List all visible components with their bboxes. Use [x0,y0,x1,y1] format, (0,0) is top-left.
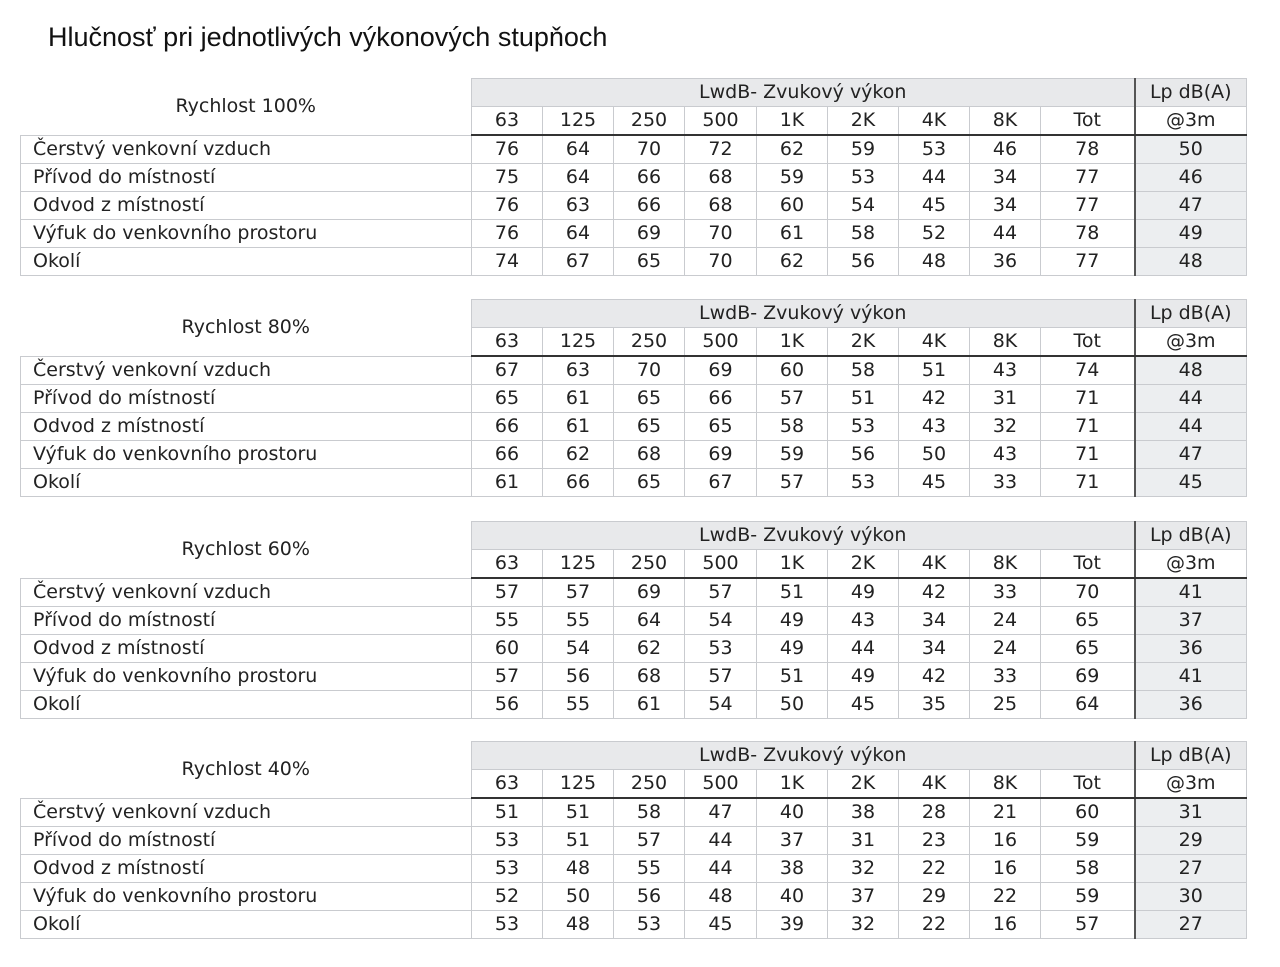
sound-power-value: 76 [472,192,543,220]
sound-power-value: 77 [1041,164,1135,192]
sound-power-value: 57 [685,663,757,691]
sound-power-value: 45 [685,911,757,939]
sound-power-value: 65 [472,385,543,413]
sound-power-value: 31 [970,385,1041,413]
sound-power-value: 42 [899,663,970,691]
noise-table [20,521,1247,719]
sound-power-value: 31 [828,827,899,855]
sound-power-value: 51 [543,798,614,827]
sound-power-value: 39 [757,911,828,939]
sound-power-value: 64 [614,607,685,635]
frequency-header: 1K [757,550,828,579]
sound-power-value: 56 [828,441,899,469]
sound-power-value: 48 [899,248,970,276]
sound-power-value: 38 [828,798,899,827]
table-row [21,413,1247,441]
sound-power-value: 34 [899,635,970,663]
sound-power-value: 65 [1041,607,1135,635]
sound-pressure-value: 29 [1135,827,1247,855]
sound-power-value: 40 [757,798,828,827]
row-label: Odvod z místností [21,192,472,220]
row-label: Výfuk do venkovního prostoru [21,663,472,691]
sound-power-header: LwdB- Zvukový výkon [472,522,1135,550]
sound-power-value: 57 [757,469,828,497]
frequency-header: 63 [472,550,543,579]
sound-power-value: 55 [472,607,543,635]
frequency-header: 500 [685,107,757,136]
speed-label: Rychlost 60% [21,522,472,579]
sound-power-value: 59 [828,135,899,164]
sound-power-value: 49 [757,607,828,635]
frequency-header: 250 [614,770,685,799]
sound-power-value: 54 [685,691,757,719]
frequency-header: Tot [1041,550,1135,579]
sound-power-value: 75 [472,164,543,192]
sound-power-value: 50 [543,883,614,911]
frequency-header: Tot [1041,328,1135,357]
sound-power-value: 63 [543,356,614,385]
sound-power-value: 23 [899,827,970,855]
sound-power-value: 32 [828,855,899,883]
row-label: Přívod do místností [21,607,472,635]
sound-power-value: 60 [757,356,828,385]
row-label: Přívod do místností [21,385,472,413]
row-label: Čerstvý venkovní vzduch [21,798,472,827]
sound-power-value: 65 [614,385,685,413]
table-row [21,441,1247,469]
sound-power-value: 42 [899,385,970,413]
sound-power-value: 44 [970,220,1041,248]
speed-label: Rychlost 100% [21,79,472,136]
sound-power-value: 60 [1041,798,1135,827]
sound-power-value: 66 [685,385,757,413]
sound-power-value: 49 [828,578,899,607]
sound-power-value: 65 [614,413,685,441]
sound-power-header: LwdB- Zvukový výkon [472,300,1135,328]
sound-power-value: 60 [472,635,543,663]
sound-power-value: 68 [614,663,685,691]
frequency-header: 4K [899,328,970,357]
sound-power-value: 53 [828,469,899,497]
sound-power-value: 55 [543,691,614,719]
sound-power-value: 43 [970,356,1041,385]
sound-pressure-value: 49 [1135,220,1247,248]
sound-power-value: 53 [472,911,543,939]
sound-power-value: 61 [472,469,543,497]
row-label: Čerstvý venkovní vzduch [21,135,472,164]
table-row [21,135,1247,164]
sound-power-value: 56 [543,663,614,691]
sound-power-value: 44 [899,164,970,192]
sound-power-value: 54 [543,635,614,663]
sound-power-value: 68 [685,192,757,220]
sound-power-value: 24 [970,635,1041,663]
table-row [21,827,1247,855]
sound-power-value: 51 [757,578,828,607]
sound-power-value: 66 [614,192,685,220]
sound-power-value: 54 [685,607,757,635]
sound-power-value: 64 [543,135,614,164]
frequency-header: 4K [899,107,970,136]
sound-power-value: 71 [1041,441,1135,469]
sound-power-value: 32 [970,413,1041,441]
sound-power-value: 57 [472,663,543,691]
table-row [21,469,1247,497]
distance-header: @3m [1135,550,1247,579]
sound-power-value: 48 [685,883,757,911]
frequency-header: 4K [899,770,970,799]
sound-power-value: 66 [472,441,543,469]
frequency-header: 1K [757,770,828,799]
frequency-header: 2K [828,770,899,799]
sound-power-value: 58 [757,413,828,441]
noise-table [20,299,1247,497]
frequency-header: 125 [543,328,614,357]
sound-power-value: 58 [828,356,899,385]
sound-pressure-value: 46 [1135,164,1247,192]
sound-power-value: 69 [685,441,757,469]
sound-power-value: 62 [757,248,828,276]
sound-power-header: LwdB- Zvukový výkon [472,79,1135,107]
sound-power-value: 59 [757,164,828,192]
sound-power-value: 16 [970,855,1041,883]
table-row [21,883,1247,911]
sound-power-value: 56 [828,248,899,276]
sound-power-value: 59 [757,441,828,469]
sound-power-value: 70 [685,220,757,248]
sound-power-value: 71 [1041,413,1135,441]
table-row [21,911,1247,939]
sound-power-value: 25 [970,691,1041,719]
sound-power-value: 78 [1041,135,1135,164]
frequency-header: 125 [543,550,614,579]
sound-power-value: 53 [899,135,970,164]
sound-pressure-value: 36 [1135,691,1247,719]
frequency-header: 8K [970,107,1041,136]
sound-power-value: 33 [970,469,1041,497]
table-row [21,855,1247,883]
row-label: Přívod do místností [21,164,472,192]
row-label: Přívod do místností [21,827,472,855]
row-label: Výfuk do venkovního prostoru [21,441,472,469]
sound-pressure-value: 41 [1135,663,1247,691]
sound-power-value: 74 [1041,356,1135,385]
sound-power-value: 51 [543,827,614,855]
sound-power-value: 71 [1041,385,1135,413]
sound-power-value: 43 [899,413,970,441]
sound-power-value: 55 [614,855,685,883]
frequency-header: 2K [828,107,899,136]
frequency-header: 63 [472,770,543,799]
sound-pressure-value: 47 [1135,441,1247,469]
sound-power-value: 51 [472,798,543,827]
sound-power-value: 44 [828,635,899,663]
sound-power-value: 53 [614,911,685,939]
sound-power-value: 70 [614,135,685,164]
sound-power-value: 64 [543,164,614,192]
distance-header: @3m [1135,328,1247,357]
table-row [21,663,1247,691]
sound-power-value: 34 [899,607,970,635]
sound-power-value: 56 [614,883,685,911]
row-label: Odvod z místností [21,413,472,441]
sound-power-value: 48 [543,855,614,883]
page-title: Hlučnosť pri jednotlivých výkonových stupňoch [48,22,608,52]
sound-power-value: 37 [757,827,828,855]
sound-power-value: 68 [614,441,685,469]
frequency-header: 1K [757,328,828,357]
frequency-header: 125 [543,770,614,799]
sound-power-value: 59 [1041,883,1135,911]
sound-power-value: 38 [757,855,828,883]
sound-power-value: 33 [970,578,1041,607]
row-label: Okolí [21,691,472,719]
speed-label: Rychlost 40% [21,742,472,799]
sound-power-value: 67 [472,356,543,385]
sound-power-value: 57 [1041,911,1135,939]
sound-power-value: 29 [899,883,970,911]
frequency-header: 250 [614,107,685,136]
sound-pressure-value: 45 [1135,469,1247,497]
sound-power-value: 62 [543,441,614,469]
frequency-header: 2K [828,328,899,357]
frequency-header: 250 [614,328,685,357]
sound-power-value: 56 [472,691,543,719]
sound-power-value: 70 [614,356,685,385]
sound-pressure-header: Lp dB(A) [1135,522,1247,550]
table-row [21,356,1247,385]
sound-power-value: 43 [970,441,1041,469]
sound-pressure-value: 44 [1135,385,1247,413]
sound-power-value: 67 [685,469,757,497]
sound-power-value: 50 [757,691,828,719]
speed-label: Rychlost 80% [21,300,472,357]
sound-pressure-header: Lp dB(A) [1135,300,1247,328]
sound-power-value: 40 [757,883,828,911]
row-label: Odvod z místností [21,855,472,883]
sound-power-value: 16 [970,827,1041,855]
sound-power-value: 44 [685,855,757,883]
sound-power-value: 50 [899,441,970,469]
frequency-header: 1K [757,107,828,136]
sound-power-value: 66 [614,164,685,192]
sound-power-value: 16 [970,911,1041,939]
frequency-header: 500 [685,328,757,357]
sound-power-value: 22 [899,855,970,883]
sound-power-value: 76 [472,220,543,248]
sound-power-value: 65 [685,413,757,441]
sound-power-value: 51 [828,385,899,413]
row-label: Výfuk do venkovního prostoru [21,883,472,911]
sound-power-value: 47 [685,798,757,827]
sound-power-value: 44 [685,827,757,855]
frequency-header: 500 [685,550,757,579]
sound-power-value: 49 [757,635,828,663]
table-row [21,798,1247,827]
sound-power-value: 42 [899,578,970,607]
frequency-header: Tot [1041,770,1135,799]
sound-power-value: 48 [543,911,614,939]
sound-pressure-value: 37 [1135,607,1247,635]
noise-table [20,78,1247,276]
table-row [21,691,1247,719]
sound-power-header: LwdB- Zvukový výkon [472,742,1135,770]
sound-power-value: 22 [970,883,1041,911]
sound-power-value: 67 [543,248,614,276]
sound-power-value: 57 [614,827,685,855]
sound-power-value: 55 [543,607,614,635]
sound-power-value: 57 [757,385,828,413]
table-row [21,164,1247,192]
sound-power-value: 32 [828,911,899,939]
sound-power-value: 49 [828,663,899,691]
sound-power-value: 66 [472,413,543,441]
sound-power-value: 61 [614,691,685,719]
sound-power-value: 60 [757,192,828,220]
sound-power-value: 51 [899,356,970,385]
frequency-header: 8K [970,770,1041,799]
sound-pressure-header: Lp dB(A) [1135,79,1247,107]
frequency-header: 63 [472,107,543,136]
sound-power-value: 37 [828,883,899,911]
sound-power-value: 77 [1041,192,1135,220]
sound-pressure-value: 30 [1135,883,1247,911]
sound-power-value: 34 [970,164,1041,192]
sound-pressure-value: 36 [1135,635,1247,663]
frequency-header: 4K [899,550,970,579]
sound-power-value: 24 [970,607,1041,635]
sound-power-value: 51 [757,663,828,691]
table-row [21,578,1247,607]
sound-power-value: 59 [1041,827,1135,855]
sound-power-value: 58 [828,220,899,248]
sound-power-value: 78 [1041,220,1135,248]
sound-pressure-value: 44 [1135,413,1247,441]
noise-table [20,741,1247,939]
table-row [21,635,1247,663]
sound-power-value: 61 [543,385,614,413]
table-row [21,192,1247,220]
sound-power-value: 66 [543,469,614,497]
sound-pressure-value: 31 [1135,798,1247,827]
sound-pressure-value: 48 [1135,356,1247,385]
sound-power-value: 72 [685,135,757,164]
sound-power-value: 43 [828,607,899,635]
sound-power-value: 64 [1041,691,1135,719]
sound-power-value: 69 [614,220,685,248]
frequency-header: 250 [614,550,685,579]
sound-power-value: 28 [899,798,970,827]
frequency-header: 2K [828,550,899,579]
sound-power-value: 46 [970,135,1041,164]
frequency-header: 125 [543,107,614,136]
sound-power-value: 53 [685,635,757,663]
sound-pressure-value: 41 [1135,578,1247,607]
sound-power-value: 71 [1041,469,1135,497]
sound-power-value: 45 [899,469,970,497]
sound-power-value: 45 [899,192,970,220]
row-label: Výfuk do venkovního prostoru [21,220,472,248]
row-label: Okolí [21,248,472,276]
sound-power-value: 65 [614,248,685,276]
sound-power-value: 61 [543,413,614,441]
row-label: Okolí [21,911,472,939]
sound-power-value: 68 [685,164,757,192]
sound-power-value: 53 [472,855,543,883]
sound-power-value: 35 [899,691,970,719]
sound-power-value: 76 [472,135,543,164]
sound-power-value: 22 [899,911,970,939]
frequency-header: 8K [970,328,1041,357]
sound-power-value: 58 [1041,855,1135,883]
table-row [21,607,1247,635]
sound-power-value: 69 [1041,663,1135,691]
table-row [21,248,1247,276]
row-label: Čerstvý venkovní vzduch [21,578,472,607]
frequency-header: 500 [685,770,757,799]
sound-power-value: 62 [757,135,828,164]
sound-power-value: 58 [614,798,685,827]
row-label: Čerstvý venkovní vzduch [21,356,472,385]
frequency-header: Tot [1041,107,1135,136]
sound-power-value: 69 [614,578,685,607]
sound-power-value: 74 [472,248,543,276]
table-row [21,385,1247,413]
sound-power-value: 65 [614,469,685,497]
sound-pressure-value: 27 [1135,855,1247,883]
frequency-header: 63 [472,328,543,357]
sound-power-value: 36 [970,248,1041,276]
sound-pressure-value: 50 [1135,135,1247,164]
sound-power-value: 45 [828,691,899,719]
sound-power-value: 65 [1041,635,1135,663]
sound-power-value: 61 [757,220,828,248]
sound-pressure-value: 47 [1135,192,1247,220]
sound-power-value: 33 [970,663,1041,691]
sound-power-value: 21 [970,798,1041,827]
sound-pressure-value: 27 [1135,911,1247,939]
sound-power-value: 63 [543,192,614,220]
sound-power-value: 57 [543,578,614,607]
distance-header: @3m [1135,107,1247,136]
sound-power-value: 34 [970,192,1041,220]
sound-power-value: 52 [899,220,970,248]
sound-power-value: 53 [828,164,899,192]
table-row [21,220,1247,248]
sound-power-value: 64 [543,220,614,248]
sound-power-value: 77 [1041,248,1135,276]
sound-power-value: 57 [685,578,757,607]
sound-power-value: 70 [1041,578,1135,607]
sound-power-value: 70 [685,248,757,276]
sound-power-value: 57 [472,578,543,607]
sound-power-value: 54 [828,192,899,220]
row-label: Okolí [21,469,472,497]
row-label: Odvod z místností [21,635,472,663]
sound-power-value: 52 [472,883,543,911]
sound-power-value: 53 [828,413,899,441]
sound-pressure-header: Lp dB(A) [1135,742,1247,770]
sound-power-value: 53 [472,827,543,855]
sound-power-value: 62 [614,635,685,663]
sound-power-value: 69 [685,356,757,385]
frequency-header: 8K [970,550,1041,579]
distance-header: @3m [1135,770,1247,799]
sound-pressure-value: 48 [1135,248,1247,276]
